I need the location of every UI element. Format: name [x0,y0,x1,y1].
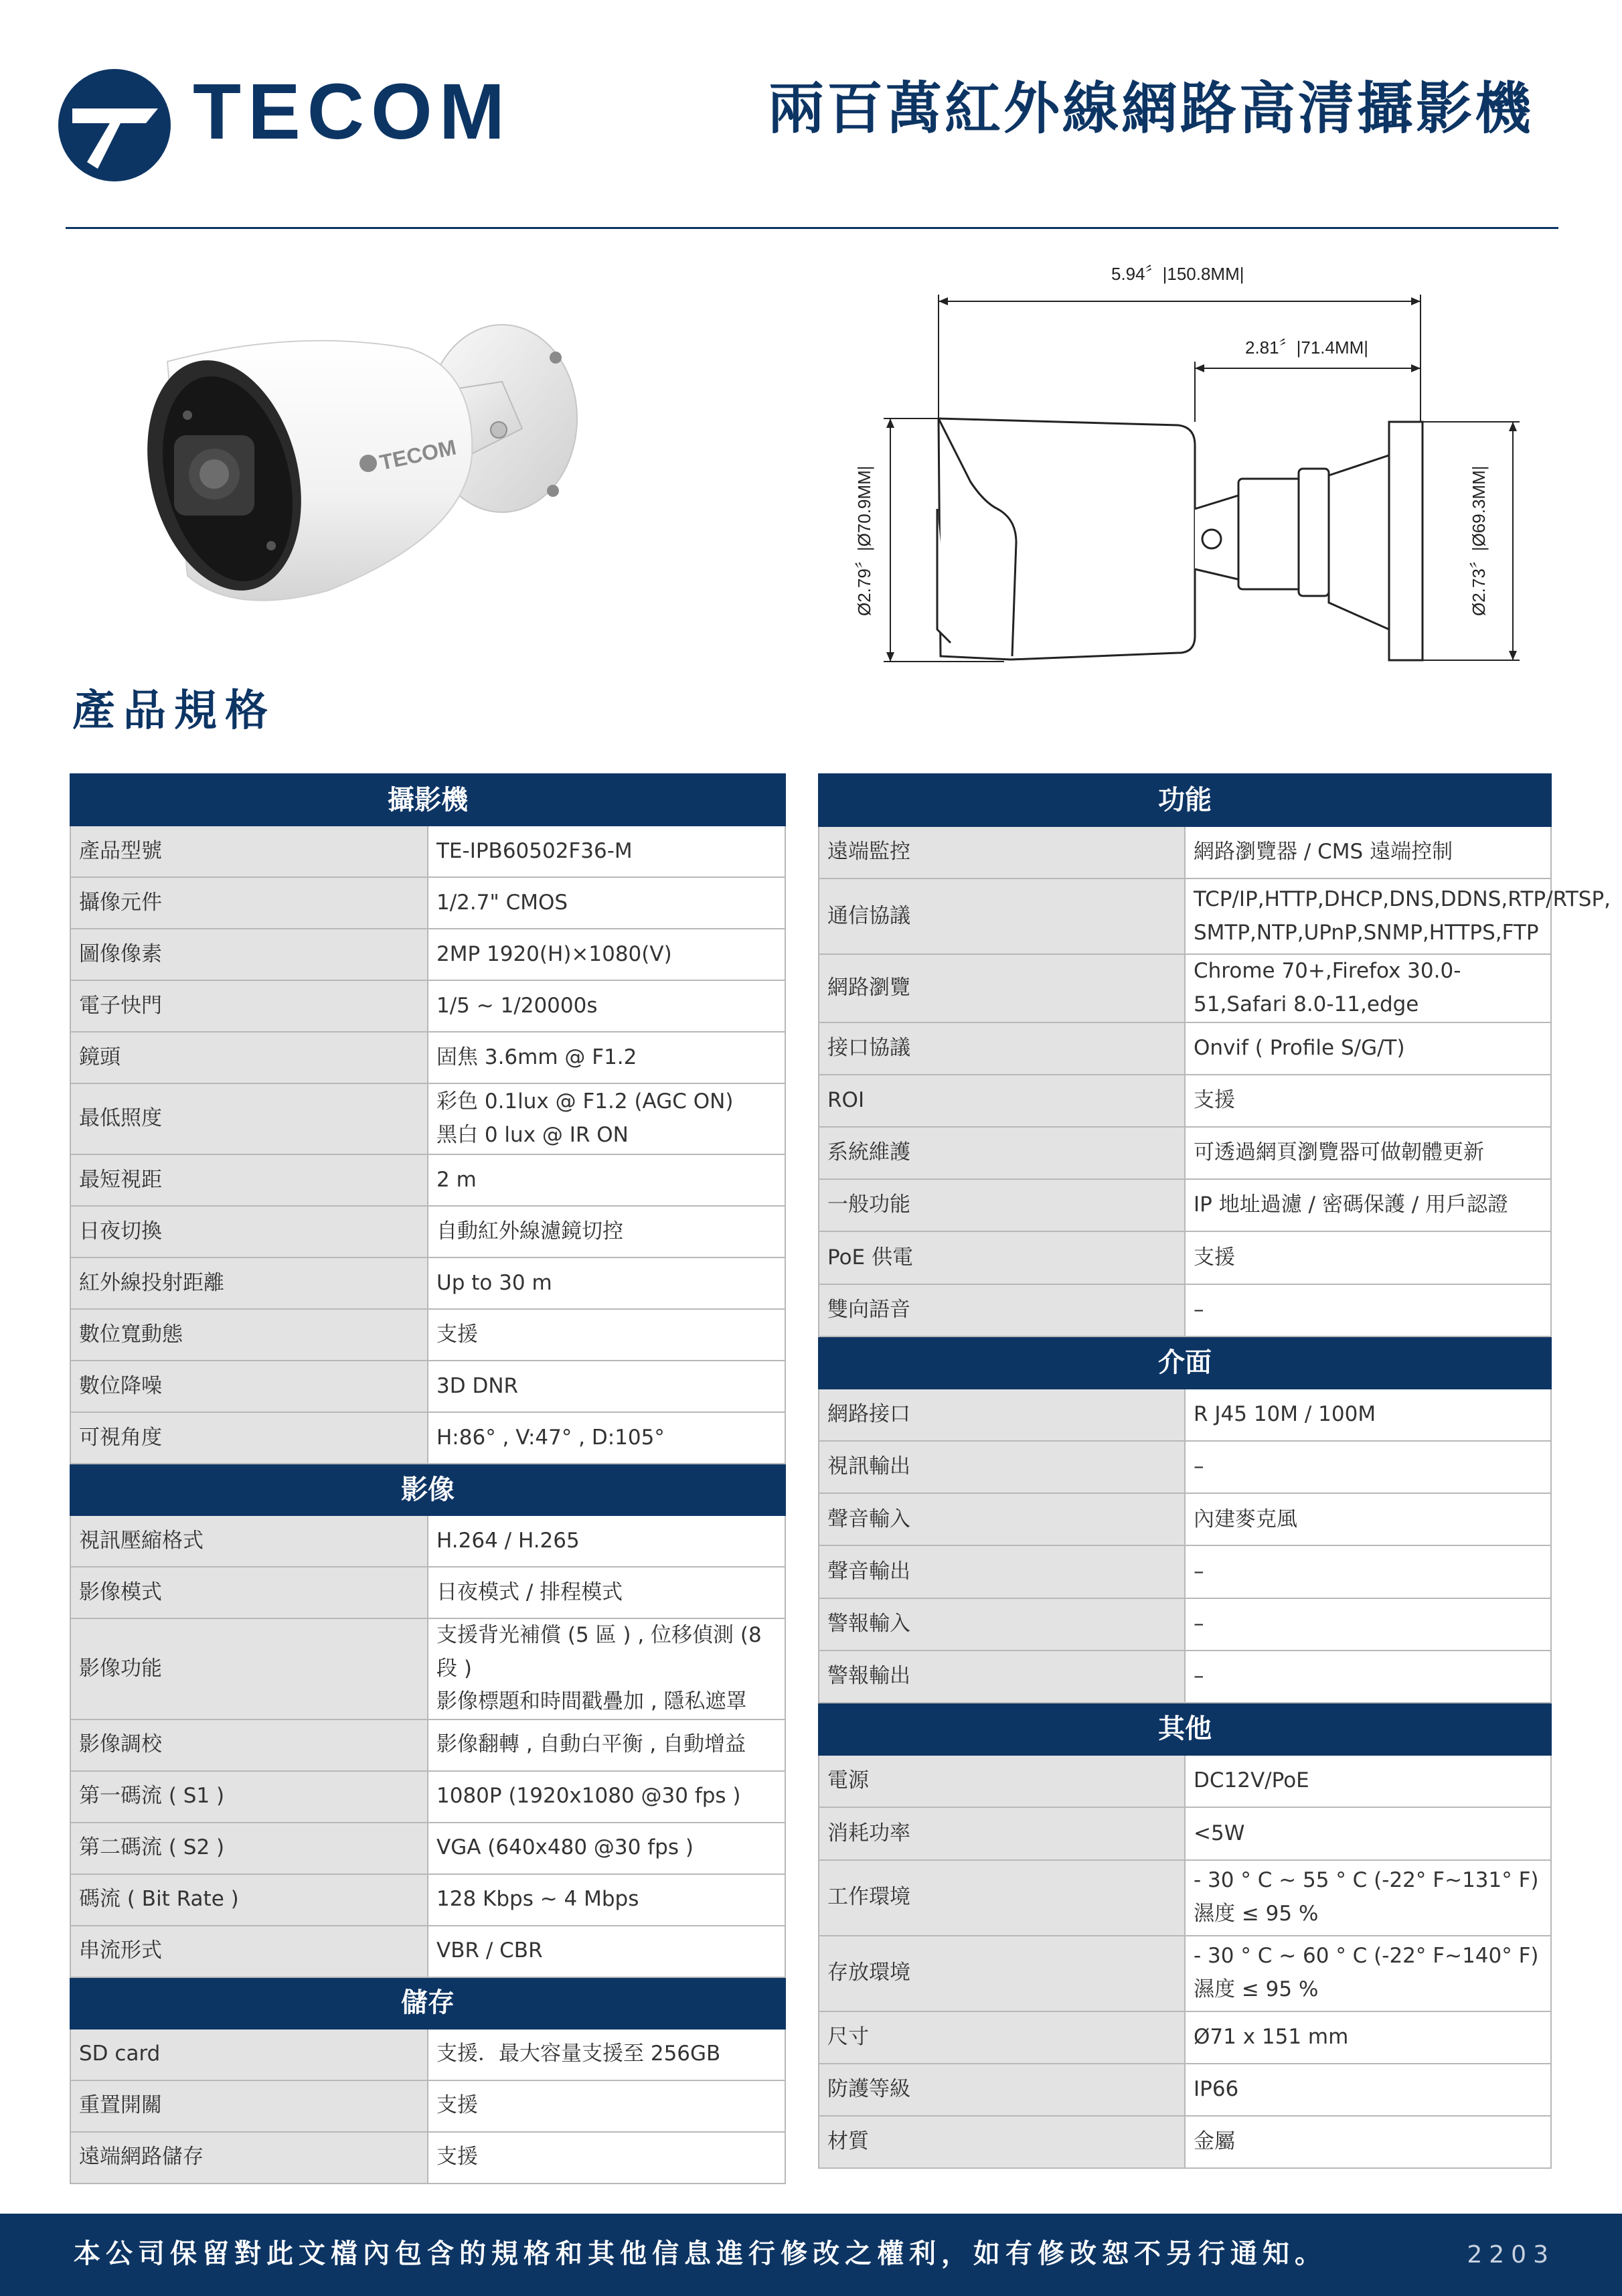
spec-value: – [1185,1598,1551,1651]
spec-value: Chrome 70+,Firefox 30.0-51,Safari 8.0-11,edge [1185,954,1551,1022]
spec-key: 警報輸入 [819,1598,1185,1651]
spec-row [819,1389,1551,1441]
spec-key: 可視角度 [70,1412,428,1464]
tecom-logo-icon [58,68,171,182]
spec-value-line: SMTP,NTP,UPnP,SNMP,HTTPS,FTP [1194,920,1539,945]
spec-row [819,1022,1551,1075]
spec-key: 消耗功率 [819,1807,1185,1859]
spec-value: 支援 [428,2080,785,2132]
spec-row [70,1309,785,1361]
spec-key: 鏡頭 [70,1032,428,1083]
spec-key: 電子快門 [70,980,428,1032]
spec-key: 工作環境 [819,1860,1185,1936]
spec-key: 產品型號 [70,826,428,877]
spec-value-line: TCP/IP,HTTP,DHCP,DNS,DDNS,RTP/RTSP, [1194,887,1611,912]
spec-key: 網路瀏覽 [819,954,1185,1022]
spec-key: SD card [70,2029,428,2080]
spec-row [70,1515,785,1567]
spec-value: 支援 [1185,1231,1551,1284]
spec-key: 圖像像素 [70,929,428,980]
spec-value [1185,1860,1551,1936]
spec-value: 自動紅外線濾鏡切控 [428,1206,785,1257]
spec-row [70,1618,785,1719]
spec-value: Ø71 x 151 mm [1185,2011,1551,2064]
spec-row [70,929,785,980]
spec-row [819,1860,1551,1936]
spec-value-line: - 30 ° C ~ 55 ° C (-22° F~131° F) [1194,1868,1539,1893]
spec-key: 第一碼流 ( S1 ) [70,1771,428,1823]
spec-value-line: - 30 ° C ~ 60 ° C (-22° F~140° F) [1194,1944,1539,1969]
spec-key: 紅外線投射距離 [70,1257,428,1309]
spec-row [819,1936,1551,2011]
spec-value [1185,1936,1551,2011]
footer-doc-code: 2203 [1467,2241,1555,2269]
spec-row [819,1284,1551,1336]
spec-value: H.264 / H.265 [428,1515,785,1567]
spec-row [70,1823,785,1874]
spec-value: 2MP 1920(H)×1080(V) [428,929,785,980]
spec-value: 支援 [1185,1075,1551,1127]
spec-key: 最低照度 [70,1083,428,1154]
spec-key: PoE 供電 [819,1231,1185,1284]
dim-total-length: 5.94〞|150.8MM| [1111,264,1244,284]
spec-value-line: 黑白 0 lux @ IR ON [436,1123,629,1147]
spec-row [70,1771,785,1823]
spec-table-right [818,773,1611,2169]
spec-row [819,826,1551,878]
footer-bar [0,2214,1622,2296]
camera-product-image [127,301,636,616]
dim-rear-length: 2.81〞|71.4MM| [1245,337,1369,358]
spec-row [819,1075,1551,1127]
spec-value: 日夜模式 / 排程模式 [428,1567,785,1618]
header-divider [66,227,1558,229]
dimension-drawing [837,254,1526,683]
spec-key: 一般功能 [819,1179,1185,1231]
spec-key: 雙向語音 [819,1284,1185,1336]
heading-storage: 儲存 [70,1977,785,2029]
spec-row [819,2064,1551,2116]
spec-value [1185,878,1611,954]
spec-key: 影像調校 [70,1719,428,1771]
spec-value: 內建麥克風 [1185,1493,1551,1545]
spec-key: 遠端監控 [819,826,1185,878]
spec-value: – [1185,1284,1551,1336]
dim-front-diameter: Ø2.79〞|Ø70.9MM| [854,465,874,616]
spec-value: 1080P (1920x1080 @30 fps ) [428,1771,785,1823]
spec-key: 通信協議 [819,878,1185,954]
spec-row [819,2116,1551,2168]
spec-key: 日夜切換 [70,1206,428,1257]
spec-key: 聲音輸入 [819,1493,1185,1545]
spec-key: 系統維護 [819,1127,1185,1179]
spec-row [819,1127,1551,1179]
spec-value-line: 濕度 ≤ 95 % [1194,1977,1319,2002]
spec-row [70,1412,785,1464]
spec-key: 電源 [819,1755,1185,1807]
spec-row [70,1719,785,1771]
spec-value: 3D DNR [428,1361,785,1412]
spec-value: 固焦 3.6mm @ F1.2 [428,1032,785,1083]
spec-value: 可透過網頁瀏覽器可做韌體更新 [1185,1127,1551,1179]
spec-value: 支援 [428,1309,785,1361]
spec-value: 128 Kbps ~ 4 Mbps [428,1874,785,1926]
spec-value: 支援 [428,2132,785,2184]
spec-key: 聲音輸出 [819,1545,1185,1598]
spec-key: 警報輸出 [819,1651,1185,1703]
spec-value: VBR / CBR [428,1926,785,1977]
spec-row [819,878,1551,954]
spec-row [819,1651,1551,1703]
spec-value-line: 支援背光補償 (5 區 ) , 位移偵測 (8 段 ) [436,1623,762,1681]
spec-value: Onvif ( Profile S/G/T) [1185,1022,1551,1075]
spec-row [70,1874,785,1926]
spec-row [70,1154,785,1206]
dim-rear-diameter: Ø2.73〞|Ø69.3MM| [1469,465,1489,616]
spec-key: 串流形式 [70,1926,428,1977]
document-title: 兩百萬紅外線網路高清攝影機 [767,76,1534,141]
spec-row [819,2011,1551,2064]
spec-value: – [1185,1441,1551,1493]
spec-key: 攝像元件 [70,877,428,929]
spec-key: 重置開關 [70,2080,428,2132]
spec-row [70,2132,785,2184]
spec-value [428,1083,785,1154]
heading-other: 其他 [819,1703,1551,1755]
spec-value: 2 m [428,1154,785,1206]
spec-value: TE-IPB60502F36-M [428,826,785,877]
heading-interface: 介面 [819,1336,1551,1389]
spec-row [70,1361,785,1412]
spec-row [819,1493,1551,1545]
section-title: 產品規格 [72,686,276,736]
spec-key: 視訊壓縮格式 [70,1515,428,1567]
spec-row [70,2029,785,2080]
spec-row [70,1926,785,1977]
spec-row [819,1179,1551,1231]
spec-key: 網路接口 [819,1389,1185,1441]
spec-row [70,1206,785,1257]
spec-key: 接口協議 [819,1022,1185,1075]
spec-key: 最短視距 [70,1154,428,1206]
spec-value: 1/5 ~ 1/20000s [428,980,785,1032]
footer-disclaimer: 本公司保留對此文檔內包含的規格和其他信息進行修改之權利，如有修改恕不另行通知。 [74,2238,1327,2269]
spec-key: 視訊輸出 [819,1441,1185,1493]
spec-row [70,980,785,1032]
spec-value: DC12V/PoE [1185,1755,1551,1807]
spec-value: H:86° , V:47° , D:105° [428,1412,785,1464]
heading-image: 影像 [70,1464,785,1515]
camera-brand-mark: TECOM [377,435,459,475]
spec-value: – [1185,1545,1551,1598]
spec-value-line: 濕度 ≤ 95 % [1194,1902,1319,1926]
spec-value: R J45 10M / 100M [1185,1389,1551,1441]
spec-row [819,1755,1551,1807]
spec-key: 遠端網路儲存 [70,2132,428,2184]
spec-key: 第二碼流 ( S2 ) [70,1823,428,1874]
spec-key: 數位寬動態 [70,1309,428,1361]
spec-value: – [1185,1651,1551,1703]
spec-row [819,954,1551,1022]
spec-key: 存放環境 [819,1936,1185,2011]
spec-row [70,1257,785,1309]
spec-row [70,2080,785,2132]
spec-key: 尺寸 [819,2011,1185,2064]
spec-key: ROI [819,1075,1185,1127]
spec-value-line: 彩色 0.1lux @ F1.2 (AGC ON) [436,1089,734,1114]
spec-value: 網路瀏覽器 / CMS 遠端控制 [1185,826,1551,878]
spec-key: 數位降噪 [70,1361,428,1412]
spec-value: IP 地址過濾 / 密碼保護 / 用戶認證 [1185,1179,1551,1231]
spec-row [819,1807,1551,1859]
spec-key: 防護等級 [819,2064,1185,2116]
spec-row [819,1231,1551,1284]
spec-row [70,1083,785,1154]
heading-camera: 攝影機 [70,774,785,826]
spec-table-left [70,773,786,2184]
spec-value: 金屬 [1185,2116,1551,2168]
spec-row [70,1567,785,1618]
spec-key: 影像功能 [70,1618,428,1719]
spec-value: IP66 [1185,2064,1551,2116]
spec-key: 碼流 ( Bit Rate ) [70,1874,428,1926]
spec-value [428,1618,785,1719]
spec-value: Up to 30 m [428,1257,785,1309]
spec-value: <5W [1185,1807,1551,1859]
spec-value: VGA (640x480 @30 fps ) [428,1823,785,1874]
spec-key: 材質 [819,2116,1185,2168]
spec-row [70,877,785,929]
spec-value: 1/2.7" CMOS [428,877,785,929]
spec-value: 影像翻轉 , 自動白平衡 , 自動增益 [428,1719,785,1771]
spec-row [70,826,785,877]
spec-value-line: 影像標題和時間戳疊加 , 隱私遮罩 [436,1689,747,1714]
spec-row [819,1441,1551,1493]
spec-key: 影像模式 [70,1567,428,1618]
heading-function: 功能 [819,774,1551,826]
brand-name: TECOM [193,68,512,156]
spec-value: 支援．最大容量支援至 256GB [428,2029,785,2080]
spec-row [819,1598,1551,1651]
spec-row [819,1545,1551,1598]
spec-row [70,1032,785,1083]
